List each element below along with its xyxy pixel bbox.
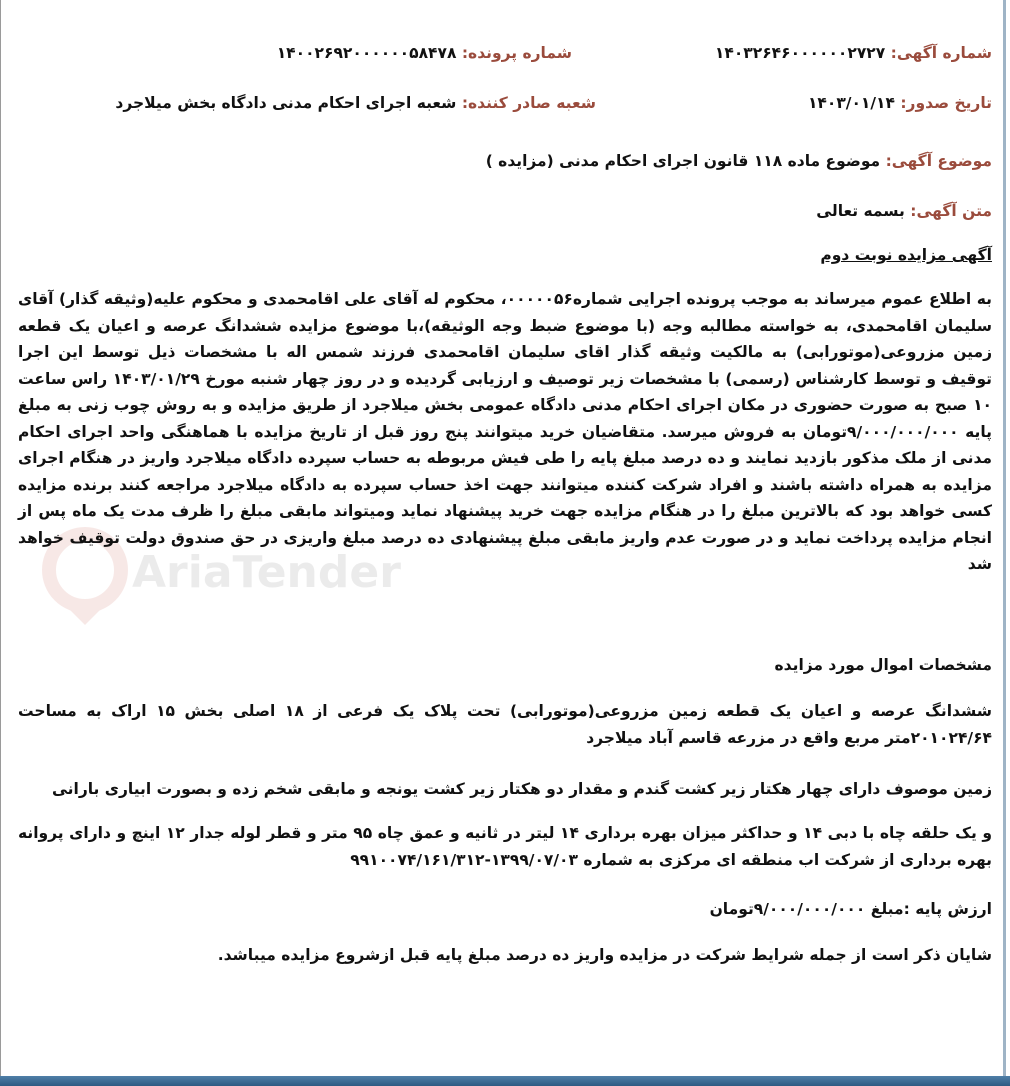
issue-date-label: تاریخ صدور: [900, 94, 992, 112]
notice-document [18, 0, 992, 1070]
notice-number-label: شماره آگهی: [890, 44, 992, 62]
watermark-text: AriaTender [132, 547, 401, 598]
bottom-scroll-bar [0, 1076, 1010, 1086]
subject-row [486, 152, 992, 170]
base-value: ارزش پایه :مبلغ ۹/۰۰۰/۰۰۰/۰۰۰تومان [709, 900, 992, 918]
issue-date-value: ۱۴۰۳/۰۱/۱۴ [807, 94, 895, 112]
text-intro: بسمه تعالی [816, 202, 905, 220]
notice-number-value: ۱۴۰۳۲۶۴۶۰۰۰۰۰۰۲۷۲۷ [714, 44, 886, 62]
case-number-value: ۱۴۰۰۲۶۹۲۰۰۰۰۰۰۵۸۴۷۸ [276, 44, 457, 62]
subject-value: موضوع ماده ۱۱۸ قانون اجرای احکام مدنی (مزایده ) [485, 152, 881, 170]
notice-title: آگهی مزایده نوبت دوم [820, 246, 992, 264]
text-row [816, 202, 992, 220]
text-label: متن آگهی: [910, 202, 992, 220]
property-spec-2: زمین موصوف دارای چهار هکتار زیر کشت گندم و مقدار دو هکتار زیر کشت یونجه و مابقی شخم زده و بصورت ابیاری بارانی [52, 780, 992, 798]
notice-number-row [715, 44, 992, 62]
issuer-value: شعبه اجرای احکام مدنی دادگاه بخش میلاجرد [115, 94, 457, 112]
case-number-row [277, 44, 572, 62]
case-number-label: شماره پرونده: [461, 44, 572, 62]
specs-heading: مشخصات اموال مورد مزایده [774, 656, 992, 674]
issuer-label: شعبه صادر کننده: [461, 94, 596, 112]
main-paragraph: به اطلاع عموم میرساند به موجب پرونده اجرایی شماره۰۰۰۰۰۵۶، محکوم له آقای علی اقامحمدی و محکوم علیه(وثیقه گذار) آقای سلیمان اقامحمدی، به خواسته مطالبه وجه (با موضوع ضبط وجه الوثیقه)،با موضوع مزایده ششدانگ عرصه و اعیان یک قطعه زمین مزروعی(موتورابی) به مالکیت وثیقه گذار اقای سلیمان اقامحمدی فرزند شمس اله با مشخصات ذیل توسط این اجرا توقیف و توسط کارشناس (رسمی) با مشخصات زیر توصیف و ارزیابی گردیده و در روز چهار شنبه مورخ ۱۴۰۳/۰۱/۲۹ راس ساعت ۱۰ صبح به صورت حضوری در مکان اجرای احکام مدنی دادگاه عمومی بخش میلاجرد از طریق مزایده و به روش چوب زنی به مبلغ پایه ۹/۰۰۰/۰۰۰/۰۰۰تومان به فروش میرسد. متقاضیان خرید میتوانند پنج روز قبل از تاریخ مزایده با هماهنگی واحد اجرای احکام مدنی از ملک مذکور بازدید نمایند و ده درصد مبلغ پایه را طی فیش مربوطه به حساب سپرده دادگاه میلاجرد واریز در هنگام اجرای مزایده به همراه داشته باشند و افراد شرکت کننده میتوانند جهت اخذ حساب سپرده به دادگاه میلاجرد مراجعه کنند برنده مزایده کسی خواهد بود که بالاترین مبلغ را در هنگام مزایده جهت خرید پیشنهاد نماید ومیتواند مابقی مبلغ را ظرف مدت یک ماه پس از انجام مزایده پرداخت نماید و در صورت عدم واریز مابقی مبلغ پیشنهادی ده درصد مبلغ واریزی در حق صندوق دولت توقیف خواهد شد [18, 290, 993, 573]
issue-date-row [808, 94, 992, 112]
subject-label: موضوع آگهی: [885, 152, 992, 170]
issuer-row [115, 94, 596, 112]
property-spec-3: و یک حلقه چاه با دبی ۱۴ و حداکثر میزان بهره برداری ۱۴ لیتر در ثانیه و عمق چاه ۹۵ متر و قطر لوله جدار ۱۲ اینچ و دارای پروانه بهره برداری از شرکت اب منطقه ای مرکزی به شماره ۱۳۹۹/۰۷/۰۳-۹۹۱۰۰۷۴/۱۶۱/۳۱۲ [18, 824, 993, 869]
property-spec-1: ششدانگ عرصه و اعیان یک قطعه زمین مزروعی(موتورابی) تحت پلاک یک فرعی از ۱۸ اصلی بخش ۱۵ اراک به مساحت ۲۰۱۰۲۴/۶۴متر مربع واقع در مزرعه قاسم آباد میلاجرد [18, 702, 992, 747]
participation-note: شایان ذکر است از جمله شرایط شرکت در مزایده واریز ده درصد مبلغ پایه قبل ازشروع مزایده میباشد. [217, 946, 992, 964]
